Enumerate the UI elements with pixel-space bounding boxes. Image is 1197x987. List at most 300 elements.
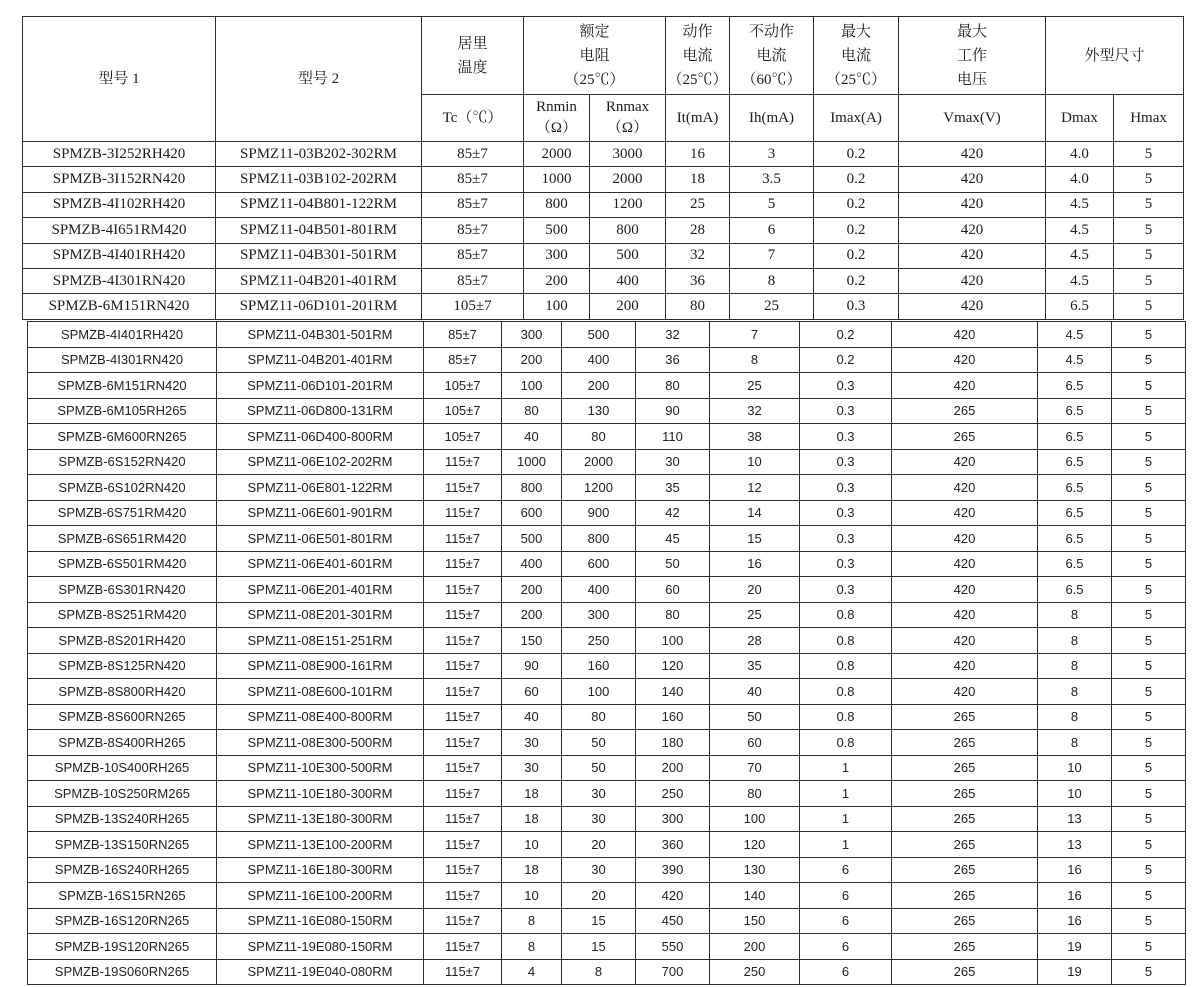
cell: 5 bbox=[1114, 192, 1184, 217]
cell: 420 bbox=[892, 475, 1038, 501]
cell: 6.5 bbox=[1038, 551, 1112, 577]
cell: 115±7 bbox=[424, 500, 502, 526]
header-model1: 型号 1 bbox=[23, 17, 216, 142]
cell: SPMZ11-06E102-202RM bbox=[217, 449, 424, 475]
cell: 3 bbox=[730, 142, 814, 167]
table-row bbox=[23, 218, 1184, 243]
cell: SPMZB-6S102RN420 bbox=[28, 475, 217, 501]
table-row bbox=[28, 449, 1186, 475]
cell: 115±7 bbox=[424, 679, 502, 705]
cell: 5 bbox=[730, 192, 814, 217]
cell: 60 bbox=[502, 679, 562, 705]
cell: 25 bbox=[730, 294, 814, 319]
cell: 85±7 bbox=[422, 142, 524, 167]
cell: 420 bbox=[892, 653, 1038, 679]
cell: 5 bbox=[1112, 857, 1186, 883]
cell: 20 bbox=[710, 577, 800, 603]
cell: 6.5 bbox=[1038, 500, 1112, 526]
cell: SPMZ11-16E100-200RM bbox=[217, 883, 424, 909]
cell: 5 bbox=[1112, 679, 1186, 705]
cell: SPMZB-8S125RN420 bbox=[28, 653, 217, 679]
cell: 265 bbox=[892, 908, 1038, 934]
cell: 115±7 bbox=[424, 806, 502, 832]
table-row bbox=[28, 602, 1186, 628]
cell: 85±7 bbox=[422, 218, 524, 243]
cell: 420 bbox=[892, 373, 1038, 399]
cell: 4.5 bbox=[1046, 218, 1114, 243]
table-row bbox=[28, 475, 1186, 501]
cell: 250 bbox=[636, 781, 710, 807]
cell: 420 bbox=[892, 551, 1038, 577]
cell: 200 bbox=[562, 373, 636, 399]
cell: SPMZ11-06D400-800RM bbox=[217, 424, 424, 450]
cell: 8 bbox=[730, 268, 814, 293]
cell: 105±7 bbox=[422, 294, 524, 319]
header-max-working-voltage: 最大 工作 电压 bbox=[899, 17, 1046, 95]
cell: SPMZB-4I651RM420 bbox=[23, 218, 216, 243]
header-rated-resistance: 额定 电阻 （25℃） bbox=[524, 17, 666, 95]
cell: 8 bbox=[502, 934, 562, 960]
cell: 420 bbox=[892, 602, 1038, 628]
cell: 420 bbox=[899, 243, 1046, 268]
cell: SPMZB-19S120RN265 bbox=[28, 934, 217, 960]
cell: 100 bbox=[524, 294, 590, 319]
cell: 100 bbox=[562, 679, 636, 705]
table-row bbox=[28, 755, 1186, 781]
cell: 420 bbox=[899, 294, 1046, 319]
cell: SPMZB-4I301RN420 bbox=[23, 268, 216, 293]
cell: 15 bbox=[710, 526, 800, 552]
cell: 10 bbox=[710, 449, 800, 475]
cell: 5 bbox=[1112, 602, 1186, 628]
cell: 100 bbox=[636, 628, 710, 654]
cell: 5 bbox=[1112, 653, 1186, 679]
table-row bbox=[28, 577, 1186, 603]
cell: 13 bbox=[1038, 806, 1112, 832]
cell: 0.3 bbox=[800, 526, 892, 552]
cell: 0.8 bbox=[800, 602, 892, 628]
cell: 265 bbox=[892, 704, 1038, 730]
cell: 30 bbox=[562, 857, 636, 883]
cell: SPMZB-8S251RM420 bbox=[28, 602, 217, 628]
cell: 120 bbox=[710, 832, 800, 858]
cell: 200 bbox=[502, 602, 562, 628]
cell: 420 bbox=[899, 218, 1046, 243]
cell: 4.5 bbox=[1038, 322, 1112, 348]
cell: 30 bbox=[562, 781, 636, 807]
cell: 16 bbox=[1038, 857, 1112, 883]
cell: 4 bbox=[502, 959, 562, 985]
cell: 1 bbox=[800, 806, 892, 832]
table-row bbox=[28, 653, 1186, 679]
cell: 265 bbox=[892, 398, 1038, 424]
table-row bbox=[23, 294, 1184, 319]
cell: 19 bbox=[1038, 934, 1112, 960]
cell: 130 bbox=[562, 398, 636, 424]
cell: 4.0 bbox=[1046, 142, 1114, 167]
table-row bbox=[28, 526, 1186, 552]
table-row bbox=[28, 730, 1186, 756]
cell: 420 bbox=[892, 449, 1038, 475]
cell: SPMZ11-04B301-501RM bbox=[216, 243, 422, 268]
cell: 105±7 bbox=[424, 424, 502, 450]
cell: 5 bbox=[1114, 243, 1184, 268]
cell: SPMZB-6S301RN420 bbox=[28, 577, 217, 603]
cell: 30 bbox=[502, 730, 562, 756]
cell: SPMZ11-08E300-500RM bbox=[217, 730, 424, 756]
cell: 0.2 bbox=[814, 167, 899, 192]
cell: 32 bbox=[636, 322, 710, 348]
cell: 265 bbox=[892, 857, 1038, 883]
table-body-serif bbox=[23, 142, 1184, 320]
cell: 20 bbox=[562, 883, 636, 909]
cell: 0.8 bbox=[800, 653, 892, 679]
cell: 115±7 bbox=[424, 577, 502, 603]
cell: 6.5 bbox=[1038, 373, 1112, 399]
cell: 25 bbox=[710, 602, 800, 628]
cell: 20 bbox=[562, 832, 636, 858]
cell: 40 bbox=[710, 679, 800, 705]
cell: SPMZB-3I252RH420 bbox=[23, 142, 216, 167]
cell: SPMZB-8S600RN265 bbox=[28, 704, 217, 730]
cell: 80 bbox=[636, 602, 710, 628]
cell: SPMZ11-16E180-300RM bbox=[217, 857, 424, 883]
cell: SPMZB-13S150RN265 bbox=[28, 832, 217, 858]
cell: 5 bbox=[1114, 167, 1184, 192]
cell: 1 bbox=[800, 781, 892, 807]
table-row bbox=[28, 628, 1186, 654]
cell: 60 bbox=[636, 577, 710, 603]
table-row bbox=[28, 857, 1186, 883]
table-row bbox=[28, 704, 1186, 730]
cell: 160 bbox=[562, 653, 636, 679]
cell: 19 bbox=[1038, 959, 1112, 985]
cell: 700 bbox=[636, 959, 710, 985]
cell: 8 bbox=[1038, 628, 1112, 654]
cell: 6.5 bbox=[1038, 449, 1112, 475]
cell: 200 bbox=[524, 268, 590, 293]
cell: 2000 bbox=[524, 142, 590, 167]
cell: SPMZ11-06E201-401RM bbox=[217, 577, 424, 603]
cell: SPMZB-16S15RN265 bbox=[28, 883, 217, 909]
cell: 100 bbox=[502, 373, 562, 399]
cell: 6 bbox=[800, 908, 892, 934]
cell: 420 bbox=[892, 628, 1038, 654]
cell: 115±7 bbox=[424, 883, 502, 909]
cell: 90 bbox=[636, 398, 710, 424]
cell: 80 bbox=[636, 373, 710, 399]
cell: 8 bbox=[562, 959, 636, 985]
cell: 115±7 bbox=[424, 781, 502, 807]
cell: 15 bbox=[562, 934, 636, 960]
cell: 115±7 bbox=[424, 857, 502, 883]
cell: 115±7 bbox=[424, 959, 502, 985]
cell: 115±7 bbox=[424, 704, 502, 730]
cell: SPMZ11-04B201-401RM bbox=[217, 347, 424, 373]
table-row bbox=[28, 908, 1186, 934]
cell: 5 bbox=[1112, 781, 1186, 807]
cell: 115±7 bbox=[424, 526, 502, 552]
cell: 42 bbox=[636, 500, 710, 526]
cell: SPMZ11-06D101-201RM bbox=[216, 294, 422, 319]
table-row bbox=[28, 398, 1186, 424]
cell: 4.5 bbox=[1046, 192, 1114, 217]
cell: 3000 bbox=[590, 142, 666, 167]
cell: 80 bbox=[562, 424, 636, 450]
cell: 265 bbox=[892, 424, 1038, 450]
cell: 800 bbox=[562, 526, 636, 552]
table-row bbox=[28, 373, 1186, 399]
cell: 0.3 bbox=[800, 577, 892, 603]
cell: SPMZB-4I301RN420 bbox=[28, 347, 217, 373]
cell: 1 bbox=[800, 755, 892, 781]
table-row bbox=[28, 551, 1186, 577]
cell: 400 bbox=[590, 268, 666, 293]
cell: 7 bbox=[710, 322, 800, 348]
table-row bbox=[28, 806, 1186, 832]
cell: 0.3 bbox=[800, 373, 892, 399]
cell: 140 bbox=[710, 883, 800, 909]
cell: 80 bbox=[710, 781, 800, 807]
cell: 500 bbox=[502, 526, 562, 552]
cell: 10 bbox=[1038, 781, 1112, 807]
cell: 0.8 bbox=[800, 730, 892, 756]
cell: 5 bbox=[1112, 500, 1186, 526]
cell: 5 bbox=[1112, 883, 1186, 909]
cell: 5 bbox=[1112, 449, 1186, 475]
header-max-current: 最大 电流 （25℃） bbox=[814, 17, 899, 95]
cell: 500 bbox=[590, 243, 666, 268]
cell: 0.3 bbox=[800, 424, 892, 450]
cell: 30 bbox=[636, 449, 710, 475]
spec-table-top bbox=[22, 16, 1184, 320]
cell: SPMZB-16S120RN265 bbox=[28, 908, 217, 934]
cell: 80 bbox=[666, 294, 730, 319]
table-row bbox=[28, 500, 1186, 526]
cell: 6 bbox=[800, 934, 892, 960]
cell: 40 bbox=[502, 424, 562, 450]
header-vmax: Vmax(V) bbox=[899, 95, 1046, 142]
cell: SPMZ11-08E600-101RM bbox=[217, 679, 424, 705]
cell: 5 bbox=[1112, 347, 1186, 373]
cell: 420 bbox=[892, 577, 1038, 603]
cell: 45 bbox=[636, 526, 710, 552]
cell: 38 bbox=[710, 424, 800, 450]
cell: 0.2 bbox=[814, 268, 899, 293]
cell: SPMZ11-06D800-131RM bbox=[217, 398, 424, 424]
cell: 420 bbox=[892, 347, 1038, 373]
header-ih: Ih(mA) bbox=[730, 95, 814, 142]
cell: 300 bbox=[636, 806, 710, 832]
cell: 12 bbox=[710, 475, 800, 501]
cell: SPMZ11-06E401-601RM bbox=[217, 551, 424, 577]
cell: 8 bbox=[502, 908, 562, 934]
cell: 115±7 bbox=[424, 755, 502, 781]
cell: 0.2 bbox=[814, 243, 899, 268]
cell: 265 bbox=[892, 755, 1038, 781]
cell: SPMZ11-04B301-501RM bbox=[217, 322, 424, 348]
cell: 85±7 bbox=[424, 322, 502, 348]
cell: SPMZ11-19E040-080RM bbox=[217, 959, 424, 985]
cell: 3.5 bbox=[730, 167, 814, 192]
cell: 5 bbox=[1114, 268, 1184, 293]
cell: 5 bbox=[1112, 934, 1186, 960]
cell: 0.2 bbox=[814, 218, 899, 243]
cell: 420 bbox=[899, 167, 1046, 192]
cell: 4.0 bbox=[1046, 167, 1114, 192]
cell: SPMZB-8S800RH420 bbox=[28, 679, 217, 705]
cell: 0.2 bbox=[800, 347, 892, 373]
cell: 6.5 bbox=[1038, 398, 1112, 424]
cell: 600 bbox=[502, 500, 562, 526]
cell: 265 bbox=[892, 959, 1038, 985]
cell: SPMZ11-08E900-161RM bbox=[217, 653, 424, 679]
cell: 600 bbox=[562, 551, 636, 577]
cell: SPMZ11-10E180-300RM bbox=[217, 781, 424, 807]
cell: 8 bbox=[1038, 679, 1112, 705]
cell: 0.8 bbox=[800, 679, 892, 705]
cell: 1200 bbox=[562, 475, 636, 501]
cell: SPMZB-3I152RN420 bbox=[23, 167, 216, 192]
cell: 0.2 bbox=[814, 192, 899, 217]
cell: 1200 bbox=[590, 192, 666, 217]
cell: 115±7 bbox=[424, 628, 502, 654]
cell: 0.3 bbox=[800, 449, 892, 475]
cell: 115±7 bbox=[424, 475, 502, 501]
cell: 5 bbox=[1112, 373, 1186, 399]
cell: 25 bbox=[666, 192, 730, 217]
cell: 8 bbox=[1038, 602, 1112, 628]
cell: SPMZB-8S201RH420 bbox=[28, 628, 217, 654]
cell: 16 bbox=[1038, 908, 1112, 934]
cell: 32 bbox=[710, 398, 800, 424]
cell: 500 bbox=[562, 322, 636, 348]
cell: SPMZB-4I102RH420 bbox=[23, 192, 216, 217]
cell: 0.2 bbox=[814, 142, 899, 167]
table-row bbox=[23, 192, 1184, 217]
cell: 35 bbox=[636, 475, 710, 501]
cell: 5 bbox=[1114, 294, 1184, 319]
cell: 130 bbox=[710, 857, 800, 883]
cell: 300 bbox=[562, 602, 636, 628]
cell: 5 bbox=[1112, 755, 1186, 781]
cell: 2000 bbox=[590, 167, 666, 192]
cell: 16 bbox=[666, 142, 730, 167]
cell: 250 bbox=[710, 959, 800, 985]
table-row bbox=[23, 142, 1184, 167]
cell: 10 bbox=[1038, 755, 1112, 781]
spec-table-bottom bbox=[27, 321, 1186, 985]
header-dimensions: 外型尺寸 bbox=[1046, 17, 1184, 95]
cell: SPMZ11-08E201-301RM bbox=[217, 602, 424, 628]
cell: 50 bbox=[562, 730, 636, 756]
cell: 550 bbox=[636, 934, 710, 960]
table-row bbox=[28, 679, 1186, 705]
cell: 115±7 bbox=[424, 449, 502, 475]
cell: SPMZB-13S240RH265 bbox=[28, 806, 217, 832]
cell: 16 bbox=[710, 551, 800, 577]
cell: SPMZB-4I401RH420 bbox=[23, 243, 216, 268]
cell: 18 bbox=[502, 781, 562, 807]
cell: 5 bbox=[1112, 475, 1186, 501]
cell: 1 bbox=[800, 832, 892, 858]
cell: SPMZ11-06E601-901RM bbox=[217, 500, 424, 526]
cell: 6 bbox=[800, 857, 892, 883]
cell: 360 bbox=[636, 832, 710, 858]
cell: 18 bbox=[502, 857, 562, 883]
cell: SPMZB-6S152RN420 bbox=[28, 449, 217, 475]
cell: 80 bbox=[502, 398, 562, 424]
cell: 0.3 bbox=[800, 500, 892, 526]
cell: 400 bbox=[562, 347, 636, 373]
cell: 16 bbox=[1038, 883, 1112, 909]
cell: 400 bbox=[562, 577, 636, 603]
cell: 5 bbox=[1112, 704, 1186, 730]
cell: 265 bbox=[892, 730, 1038, 756]
cell: SPMZ11-06D101-201RM bbox=[217, 373, 424, 399]
cell: 0.2 bbox=[800, 322, 892, 348]
cell: SPMZ11-04B801-122RM bbox=[216, 192, 422, 217]
cell: 140 bbox=[636, 679, 710, 705]
cell: 500 bbox=[524, 218, 590, 243]
cell: 25 bbox=[710, 373, 800, 399]
cell: 5 bbox=[1112, 322, 1186, 348]
cell: 115±7 bbox=[424, 653, 502, 679]
cell: 0.3 bbox=[814, 294, 899, 319]
cell: 420 bbox=[892, 322, 1038, 348]
header-action-current: 动作 电流 （25℃） bbox=[666, 17, 730, 95]
cell: 5 bbox=[1114, 142, 1184, 167]
cell: 10 bbox=[502, 883, 562, 909]
cell: 1000 bbox=[502, 449, 562, 475]
cell: 30 bbox=[502, 755, 562, 781]
cell: 60 bbox=[710, 730, 800, 756]
table-row bbox=[28, 347, 1186, 373]
cell: 0.3 bbox=[800, 475, 892, 501]
cell: SPMZ11-08E400-800RM bbox=[217, 704, 424, 730]
cell: 5 bbox=[1112, 959, 1186, 985]
cell: SPMZB-19S060RN265 bbox=[28, 959, 217, 985]
cell: 28 bbox=[666, 218, 730, 243]
cell: 420 bbox=[892, 679, 1038, 705]
cell: 6 bbox=[800, 883, 892, 909]
cell: 32 bbox=[666, 243, 730, 268]
cell: SPMZB-6M151RN420 bbox=[23, 294, 216, 319]
cell: 200 bbox=[502, 347, 562, 373]
cell: 5 bbox=[1112, 577, 1186, 603]
cell: 420 bbox=[899, 192, 1046, 217]
cell: 10 bbox=[502, 832, 562, 858]
cell: 2000 bbox=[562, 449, 636, 475]
cell: SPMZ11-08E151-251RM bbox=[217, 628, 424, 654]
table-body-sans bbox=[28, 322, 1186, 985]
cell: 5 bbox=[1112, 424, 1186, 450]
cell: 8 bbox=[710, 347, 800, 373]
cell: 115±7 bbox=[424, 551, 502, 577]
cell: 420 bbox=[899, 142, 1046, 167]
cell: 5 bbox=[1112, 551, 1186, 577]
cell: 900 bbox=[562, 500, 636, 526]
cell: 110 bbox=[636, 424, 710, 450]
table-row bbox=[28, 934, 1186, 960]
table-row bbox=[23, 268, 1184, 293]
cell: SPMZ11-04B501-801RM bbox=[216, 218, 422, 243]
cell: 265 bbox=[892, 832, 1038, 858]
cell: SPMZ11-03B102-202RM bbox=[216, 167, 422, 192]
cell: SPMZ11-06E801-122RM bbox=[217, 475, 424, 501]
table-row bbox=[28, 883, 1186, 909]
cell: 450 bbox=[636, 908, 710, 934]
